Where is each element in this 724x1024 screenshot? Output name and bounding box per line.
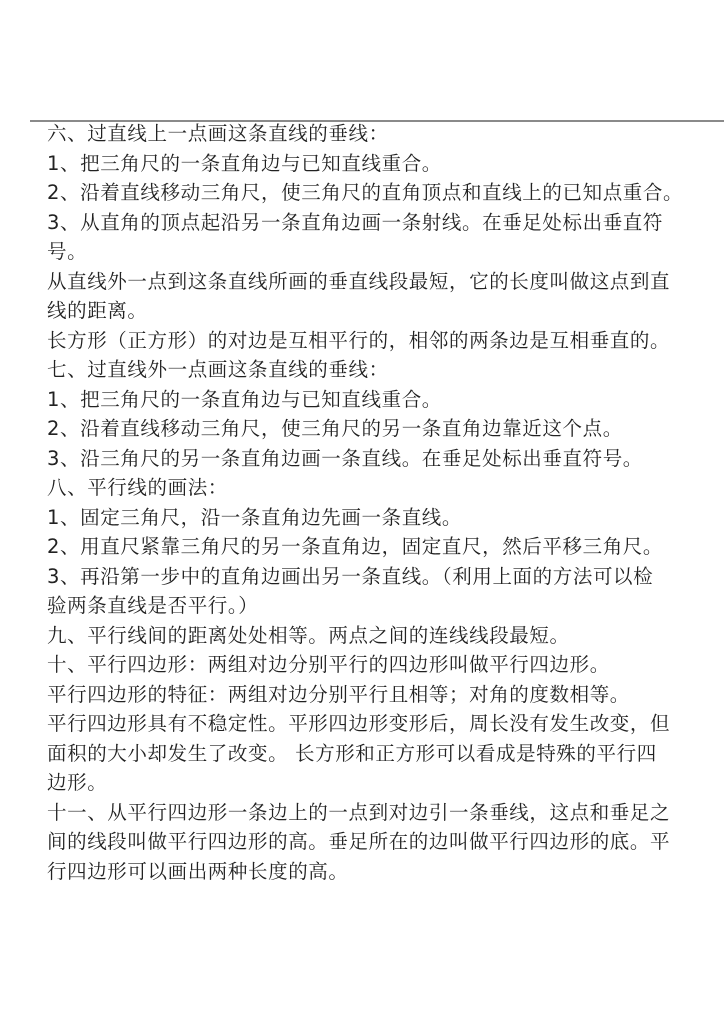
text-line: 间的线段叫做平行四边形的高。垂足所在的边叫做平行四边形的底。平 (47, 830, 671, 853)
text-line: 七、过直线外一点画这条直线的垂线： (47, 358, 389, 381)
text-line: 边形。 (47, 771, 108, 794)
text-line: 面积的大小却发生了改变。 长方形和正方形可以看成是特殊的平行四 (47, 741, 657, 765)
text-line: 六、过直线上一点画这条直线的垂线： (47, 122, 389, 145)
document-body (47, 119, 717, 886)
text-line: 平行四边形的特征：两组对边分别平行且相等；对角的度数相等。 (47, 682, 630, 706)
text-line: 九、平行线间的距离处处相等。两点之间的连线线段最短。 (47, 623, 570, 647)
text-line: 3、从直角的顶点起沿另一条直角边画一条射线。在垂足处标出垂直符 (47, 210, 664, 234)
text-line: 3、再沿第一步中的直角边画出另一条直线。（利用上面的方法可以检 (47, 564, 654, 588)
text-line: 1、固定三角尺，沿一条直角边先画一条直线。 (47, 505, 463, 529)
text-line: 1、把三角尺的一条直角边与已知直线重合。 (47, 387, 442, 411)
text-line: 线的距离。 (47, 299, 148, 322)
text-line: 1、把三角尺的一条直角边与已知直线重合。 (47, 151, 442, 175)
text-line: 八、平行线的画法： (47, 476, 228, 499)
text-line: 行四边形可以画出两种长度的高。 (47, 859, 349, 883)
text-line: 号。 (47, 240, 88, 263)
text-line: 2、用直尺紧靠三角尺的另一条直角边，固定直尺，然后平移三角尺。 (47, 535, 664, 558)
text-line: 验两条直线是否平行。） (47, 594, 259, 617)
text-line: 2、沿着直线移动三角尺，使三角尺的直角顶点和直线上的已知点重合。 (47, 181, 684, 204)
text-line: 从直线外一点到这条直线所画的垂直线段最短，它的长度叫做这点到直 (47, 269, 671, 293)
text-line: 3、沿三角尺的另一条直角边画一条直线。在垂足处标出垂直符号。 (47, 446, 643, 470)
text-line: 十一、从平行四边形一条边上的一点到对边引一条垂线，这点和垂足之 (47, 800, 671, 824)
text-line: 2、沿着直线移动三角尺，使三角尺的另一条直角边靠近这个点。 (47, 417, 623, 440)
text-line: 平行四边形具有不稳定性。平形四边形变形后，周长没有发生改变，但 (47, 712, 671, 735)
text-line: 长方形（正方形）的对边是互相平行的，相邻的两条边是互相垂直的。 (47, 328, 671, 352)
text-line: 十、平行四边形：两组对边分别平行的四边形叫做平行四边形。 (47, 653, 610, 676)
